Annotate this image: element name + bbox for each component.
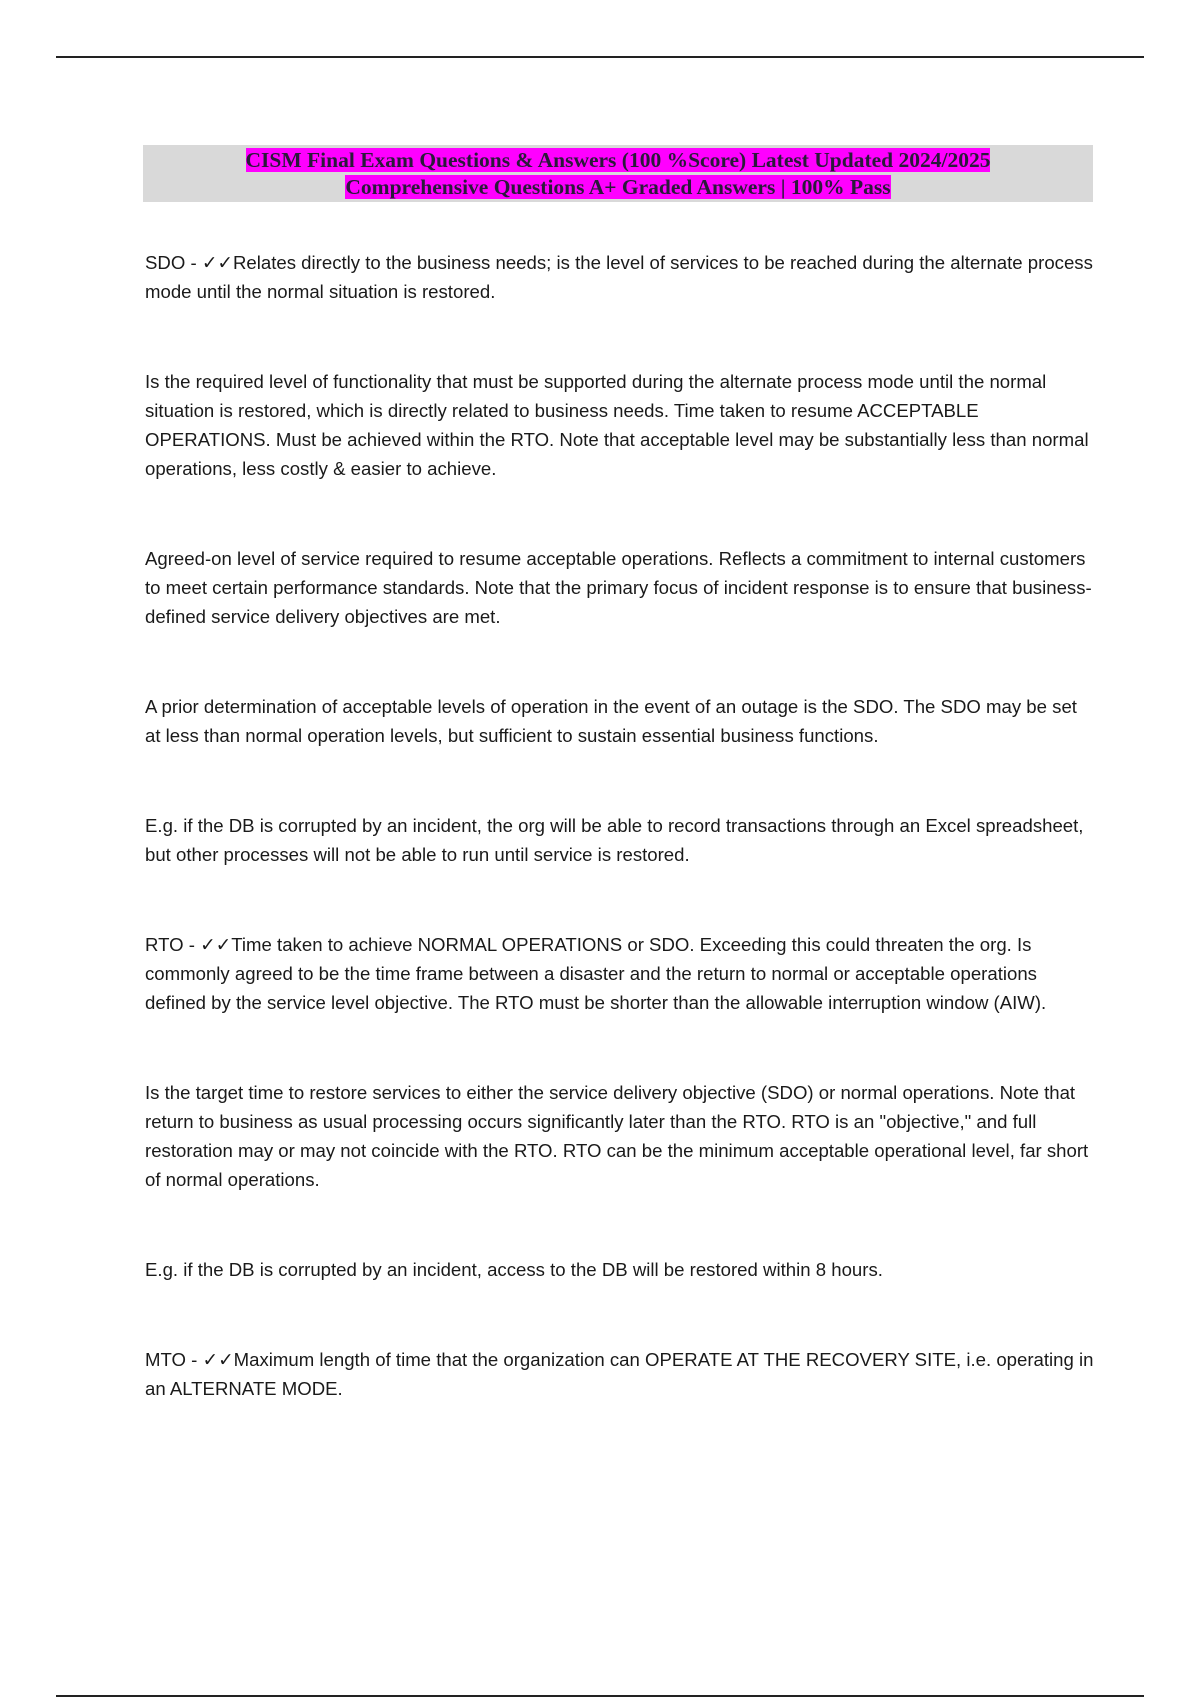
paragraph-rto-example: E.g. if the DB is corrupted by an incident, access to the DB will be restored within 8 hours. bbox=[145, 1259, 883, 1280]
document-title-banner bbox=[143, 145, 1093, 202]
paragraph-sdo-agreed-level: Agreed-on level of service required to resume acceptable operations. Reflects a commitment to internal customers to meet certain performance standards. Note that the primary focus of incident response is to ensure that business-defined service delivery objectives are met. bbox=[145, 548, 1092, 627]
bottom-rule bbox=[56, 1695, 1144, 1697]
paragraph-rto-target-time: Is the target time to restore services to either the service delivery objective (SDO) or normal operations. Note that return to business as usual processing occurs significantly later than the RTO. RTO is an "objective," and full restoration may or may not coincide with the RTO. RTO can be the minimum acceptable operational level, far short of normal operations. bbox=[145, 1082, 1089, 1190]
paragraph-sdo-prior-determination: A prior determination of acceptable levels of operation in the event of an outage is the SDO. The SDO may be set at less than normal operation levels, but sufficient to sustain essential business functions. bbox=[145, 696, 1077, 746]
paragraph-sdo-functionality: Is the required level of functionality that must be supported during the alternate process mode until the normal situation is restored, which is directly related to business needs. Time taken to resume ACCEPTABLE OPERATIONS. Must be achieved within the RTO. Note that acceptable level may be substantially less than normal operations, less costly & easier to achieve. bbox=[145, 371, 1089, 479]
paragraph-mto-definition: MTO - ✓✓Maximum length of time that the organization can OPERATE AT THE RECOVERY SITE, i.e. operating in an ALTERNATE MODE. bbox=[145, 1349, 1094, 1399]
document-title-line-1: CISM Final Exam Questions & Answers (100 %Score) Latest Updated 2024/2025 bbox=[245, 148, 991, 172]
paragraph-sdo-example: E.g. if the DB is corrupted by an incident, the org will be able to record transactions through an Excel spreadsheet, but other processes will not be able to run until service is restored. bbox=[145, 815, 1084, 865]
paragraph-sdo-definition: SDO - ✓✓Relates directly to the business needs; is the level of services to be reached during the alternate process mode until the normal situation is restored. bbox=[145, 252, 1093, 302]
document-body bbox=[145, 248, 1095, 1464]
top-rule bbox=[56, 56, 1144, 58]
document-title-line-2: Comprehensive Questions A+ Graded Answers | 100% Pass bbox=[345, 175, 891, 199]
paragraph-rto-definition: RTO - ✓✓Time taken to achieve NORMAL OPERATIONS or SDO. Exceeding this could threaten the org. Is commonly agreed to be the time frame between a disaster and the return to normal or acceptable operations defined by the service level objective. The RTO must be shorter than the allowable interruption window (AIW). bbox=[145, 934, 1047, 1013]
